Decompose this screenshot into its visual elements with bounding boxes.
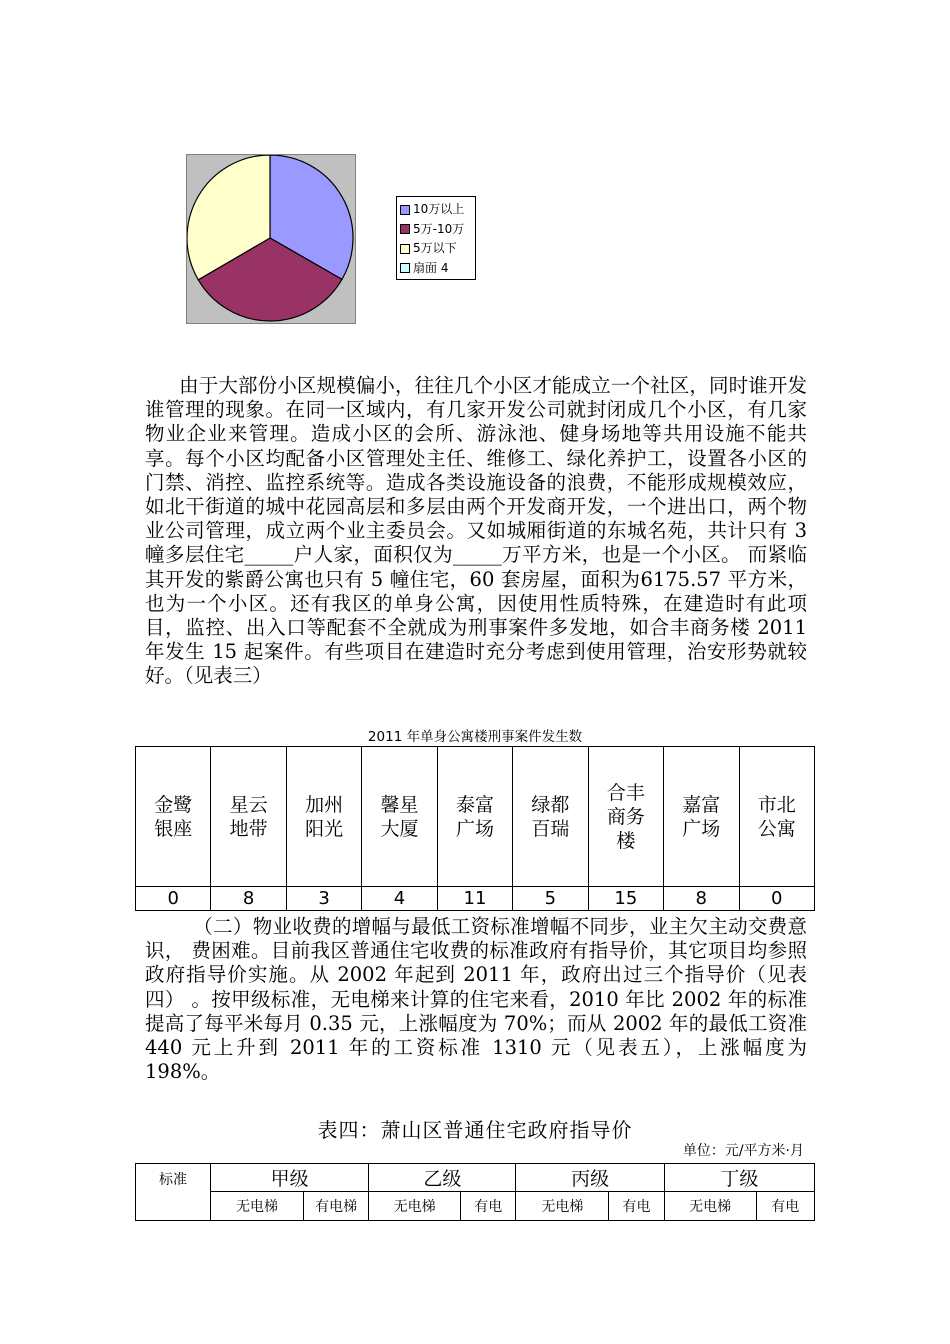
table-header-cell <box>664 747 739 887</box>
legend-swatch <box>400 263 410 273</box>
table-header-cell <box>286 747 361 887</box>
legend-label: 5万以下 <box>413 241 457 256</box>
table-header-cell <box>513 747 588 887</box>
cell-text: 嘉富广场 <box>682 793 721 840</box>
paragraph-text: （二）物业收费的增幅与最低工资标准增幅不同步，业主欠主动交费意识， 费困难。目前我区普通住宅收费的标准政府有指导价，其它项目均参照政府指导价实施。从 2002 年起到 2011 年，政府出过三个指导价（见表四） 。按甲级标准，无电梯来计算的住宅来看，2010 年比 2002 年的标准提高了每平米每月 0.35 元，上涨幅度为 70%；而从 2002 年的最低工资准 440 元上升到 2011 年的工资标准 1310 元（见表五），上涨幅度为 198%。 <box>145 915 807 1084</box>
cell-text: 馨星大厦 <box>380 793 419 840</box>
table-value-cell: 11 <box>437 887 512 911</box>
pie-chart-area <box>186 154 356 324</box>
body-paragraph-2 <box>145 915 807 1084</box>
cell-text: 星云地带 <box>229 793 268 840</box>
cell-text: 加州阳光 <box>305 793 344 840</box>
level-header: 丙级 <box>516 1164 664 1192</box>
legend-swatch <box>400 205 410 215</box>
cell-text: 金鹭银座 <box>154 793 193 840</box>
table-header-cell <box>211 747 286 887</box>
chart-legend <box>396 196 476 280</box>
table-header-cell <box>739 747 815 887</box>
cell-text: 泰富广场 <box>455 793 494 840</box>
table-value-cell: 5 <box>513 887 588 911</box>
cell-text: 绿都百瑞 <box>531 793 570 840</box>
table-value-cell: 3 <box>286 887 361 911</box>
table-header-cell <box>136 747 211 887</box>
legend-swatch <box>400 224 410 234</box>
crime-cases-table <box>135 746 815 911</box>
table-value-cell: 8 <box>211 887 286 911</box>
level-header: 乙级 <box>369 1164 516 1192</box>
legend-item <box>400 239 475 259</box>
body-paragraph-1 <box>145 374 807 689</box>
legend-label: 扇面 4 <box>413 260 449 275</box>
table-header-cell <box>362 747 437 887</box>
table4-unit: 单位：元/平方米·月 <box>682 1143 804 1159</box>
price-guide-table <box>135 1163 815 1221</box>
table-header-cell <box>437 747 512 887</box>
legend-label: 5万-10万 <box>413 221 465 236</box>
table-value-cell: 8 <box>664 887 739 911</box>
legend-label: 10万以上 <box>413 202 465 217</box>
table-header-cell <box>588 747 663 887</box>
level-header: 甲级 <box>211 1164 369 1192</box>
paragraph-text: 由于大部份小区规模偏小，往往几个小区才能成立一个社区，同时谁开发谁管理的现象。在同一区域内，有几家开发公司就封闭成几个小区，有几家物业企业来管理。造成小区的会所、游泳池、健身场地等共用设施不能共享。每个小区均配备小区管理处主任、维修工、绿化养护工，设置各小区的门禁、消控、监控系统等。造成各类设施设备的浪费，不能形成规模效应，如北干街道的城中花园高层和多层由两个开发商开发，一个进出口，两个物业公司管理，成立两个业主委员会。又如城厢街道的东城名苑，共计只有 3 幢多层住宅_____户人家，面积仅为_____万平方米，也是一个小区。 而紧临其开发的紫爵公寓也只有 5 幢住宅，60 套房屋，面积为6175.57 平方米，也为一个小区。还有我区的单身公寓，因使用性质特殊，在建造时有此项目，监控、出入口等配套不全就成为刑事案件多发地，如合丰商务楼 2011 年发生 15 起案件。有些项目在建造时充分考虑到使用管理，治安形势就较好。（见表三） <box>145 374 807 688</box>
legend-swatch <box>400 244 410 254</box>
pie-chart <box>187 155 355 323</box>
sub-header: 有电 <box>461 1192 516 1221</box>
level-header: 丁级 <box>664 1164 814 1192</box>
sub-header: 无电梯 <box>369 1192 461 1221</box>
table4-title: 表四：萧山区普通住宅政府指导价 <box>317 1118 633 1142</box>
table3-caption: 2011 年单身公寓楼刑事案件发生数 <box>367 729 583 745</box>
table-value-cell: 15 <box>588 887 663 911</box>
sub-header: 无电梯 <box>516 1192 609 1221</box>
cell-text: 市北公寓 <box>757 793 796 840</box>
sub-header: 有电梯 <box>303 1192 368 1221</box>
sub-header: 有电 <box>609 1192 664 1221</box>
table-value-cell: 0 <box>739 887 815 911</box>
table-corner-cell: 标准 <box>136 1164 211 1221</box>
table-value-cell: 4 <box>362 887 437 911</box>
legend-item <box>400 200 475 220</box>
sub-header: 无电梯 <box>664 1192 756 1221</box>
legend-item <box>400 259 475 279</box>
sub-header: 无电梯 <box>211 1192 304 1221</box>
table-value-cell: 0 <box>136 887 211 911</box>
cell-text: 合丰商务楼 <box>606 781 645 852</box>
legend-item <box>400 220 475 240</box>
sub-header: 有电 <box>756 1192 814 1221</box>
